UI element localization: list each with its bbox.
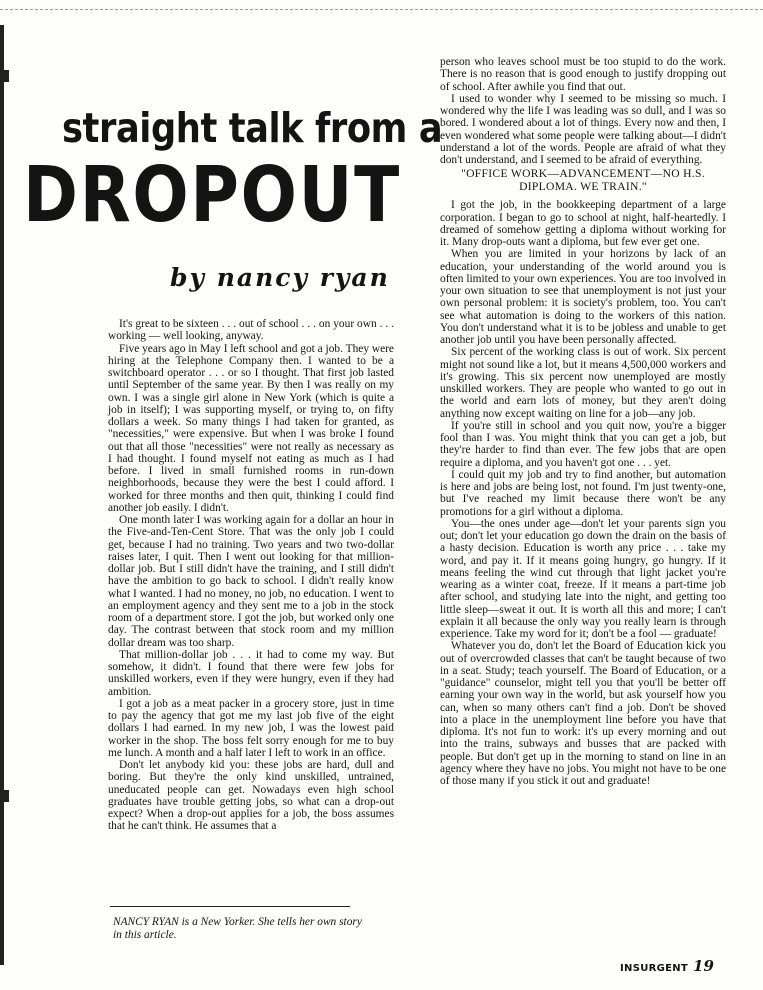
paragraph: Whatever you do, don't let the Board of Education kick you out of overcrowded classes that can't be taught because of two in a seat. Study; teach yourself. The Board of Education, or a "guidance" counselor, might tell you that you'll be better off earning your own way in the world, but ask yourself how you can, when so many others can't find a job. Don't be shoved into a place in the unemployment line before you have that diploma. It's not fun to work: it's up every morning and out into the trains, subways and busses that are packed with people. But don't get up in the morning to stand on line in an agency where they have no jobs. You might not have to be one of those many if you stick it out and graduate! (440, 640, 726, 787)
binding-edge (0, 25, 4, 965)
paragraph: Six percent of the working class is out of work. Six percent might not sound like a lot, but it means 4,500,000 workers and it's growing. This six percent now unemployed are mostly unskilled workers. They are people who wanted to go out in the world and earn lots of money, but they aren't doing anything now except waiting on line for a job—any job. (440, 346, 726, 420)
headline-main: DROPOUT (23, 151, 402, 240)
subhead: "OFFICE WORK—ADVANCEMENT—NO H.S. DIPLOMA. WE TRAIN." (461, 167, 705, 193)
paragraph: I could quit my job and try to find another, but automation is here and jobs are being lost, not found. I'm just twenty-one, but I've reached my limit because there won't be any promotions for a girl without a diploma. (440, 468, 726, 518)
page-top-edge (0, 0, 763, 10)
paragraph: That million-dollar job . . . it had to come my way. But somehow, it didn't. I found that there were few jobs for unskilled workers, even if they were hungry, even if they had ambition. (108, 648, 394, 698)
magazine-name: INSURGENT (620, 963, 689, 974)
binding-mark (4, 790, 9, 802)
paragraph: When you are limited in your horizons by lack of an education, your understanding of the world around you is often limited to your own experiences. You are too involved in your own situation to see that unemployment is not just your own personal problem: it is society's problem, too. You can't see what automation is doing to the workers of this nation. You don't understand what it is to be jobless and unable to get another job until you have been personally affected. (440, 248, 726, 346)
headline-kicker: straight talk from a (62, 104, 443, 152)
paragraph: You—the ones under age—don't let your parents sign you out; don't let your education go down the drain on the basis of a hasty decision. Education is worth any price . . . take my word, and pay it. If it means going hungry, go hungry. If it means feeling the wind cut through that light jacket you're wearing as a winter coat, freeze. If it means a part-time job after school, and studying late into the night, and getting too little sleep—sweat it out. It is worth all this and more; I can't explain it all because the only way you really learn is through experience. Take my word for it; don't be a fool — graduate! (440, 517, 726, 640)
paragraph: I got a job as a meat packer in a grocery store, just in time to pay the agency that got me my last job five of the eight dollars I had earned. In my new job, I was the lowest paid worker in the shop. The boss felt sorry enough for me to buy me lunch. A month and a half later I left to work in an office. (108, 697, 394, 759)
paragraph: It's great to be sixteen . . . out of school . . . on your own . . . working — well looking, anyway. (108, 318, 394, 343)
article-column-2 (440, 56, 726, 787)
page-footer (620, 957, 714, 976)
paragraph: I used to wonder why I seemed to be missing so much. I wondered why the life I was leading was so dull, and I was so bored. I wondered about a lot of things. Every now and then, I even wondered what some people were talking about—I didn't understand a lot of the words. People are afraid of what they don't understand, and I seemed to be afraid of everything. (440, 92, 726, 166)
binding-mark (4, 70, 9, 82)
paragraph: I got the job, in the bookkeeping department of a large corporation. I began to go to school at night, half-heartedly. I dreamed of somehow getting a diploma without working for it. Many drop-outs want a diploma, but few ever get one. (440, 199, 726, 248)
page-number: 19 (693, 957, 714, 975)
paragraph: Five years ago in May I left school and got a job. They were hiring at the Telephone Company then. I wanted to be a switchboard operator . . . or so I thought. That first job lasted until September of the same year. By then I was really on my own. I was a single girl alone in New York (which is quite a job in itself); I was supporting myself, or trying to, on fifty dollars a week. So many things I had taken for granted, as "necessities," were expensive. But when I was broke I found out that all those "necessities" were not really as necessary as I had thought. I found myself not eating as much as I had before. I lived in small furnished rooms in run-down neighborhoods, because they were the best I could afford. I worked for three months and then quit, thinking I could find another job easily. I didn't. (108, 342, 394, 514)
paragraph: person who leaves school must be too stupid to do the work. There is no reason that is good enough to justify dropping out of school. After awhile you find that out. (440, 56, 726, 93)
paragraph: One month later I was working again for a dollar an hour in the Five-and-Ten-Cent Store. That was the only job I could get, because I had no training. Two years and two two-dollar raises later, I quit. Then I went out looking for that million-dollar job. But I still didn't have the training, and I still didn't have the ambition to go back to school. I didn't really know what I wanted. I had no money, no job, no education. I went to an employment agency and they sent me to a job in the stock room of a department store. I got the job, but worked only one day. The contrast between that stock room and my million dollar dream was too sharp. (108, 514, 394, 649)
author-note: NANCY RYAN is a New Yorker. She tells her own story in this article. (113, 916, 362, 941)
paragraph: Don't let anybody kid you: these jobs are hard, dull and boring. But they're the only kind unskilled, untrained, uneducated people can get. Nowadays even high school graduates have trouble getting jobs, so what can a drop-out expect? When a drop-out applies for a job, the boss assumes that he can't think. He assumes that a (108, 759, 394, 833)
byline: by nancy ryan (170, 263, 390, 292)
article-column-1 (108, 318, 394, 833)
paragraph: If you're still in school and you quit now, you're a bigger fool than I was. You might think that you can get a job, but they're harder to find than ever. The few jobs that are open require a diploma, and you haven't got one . . . yet. (440, 419, 726, 469)
footnote-rule (110, 906, 350, 907)
